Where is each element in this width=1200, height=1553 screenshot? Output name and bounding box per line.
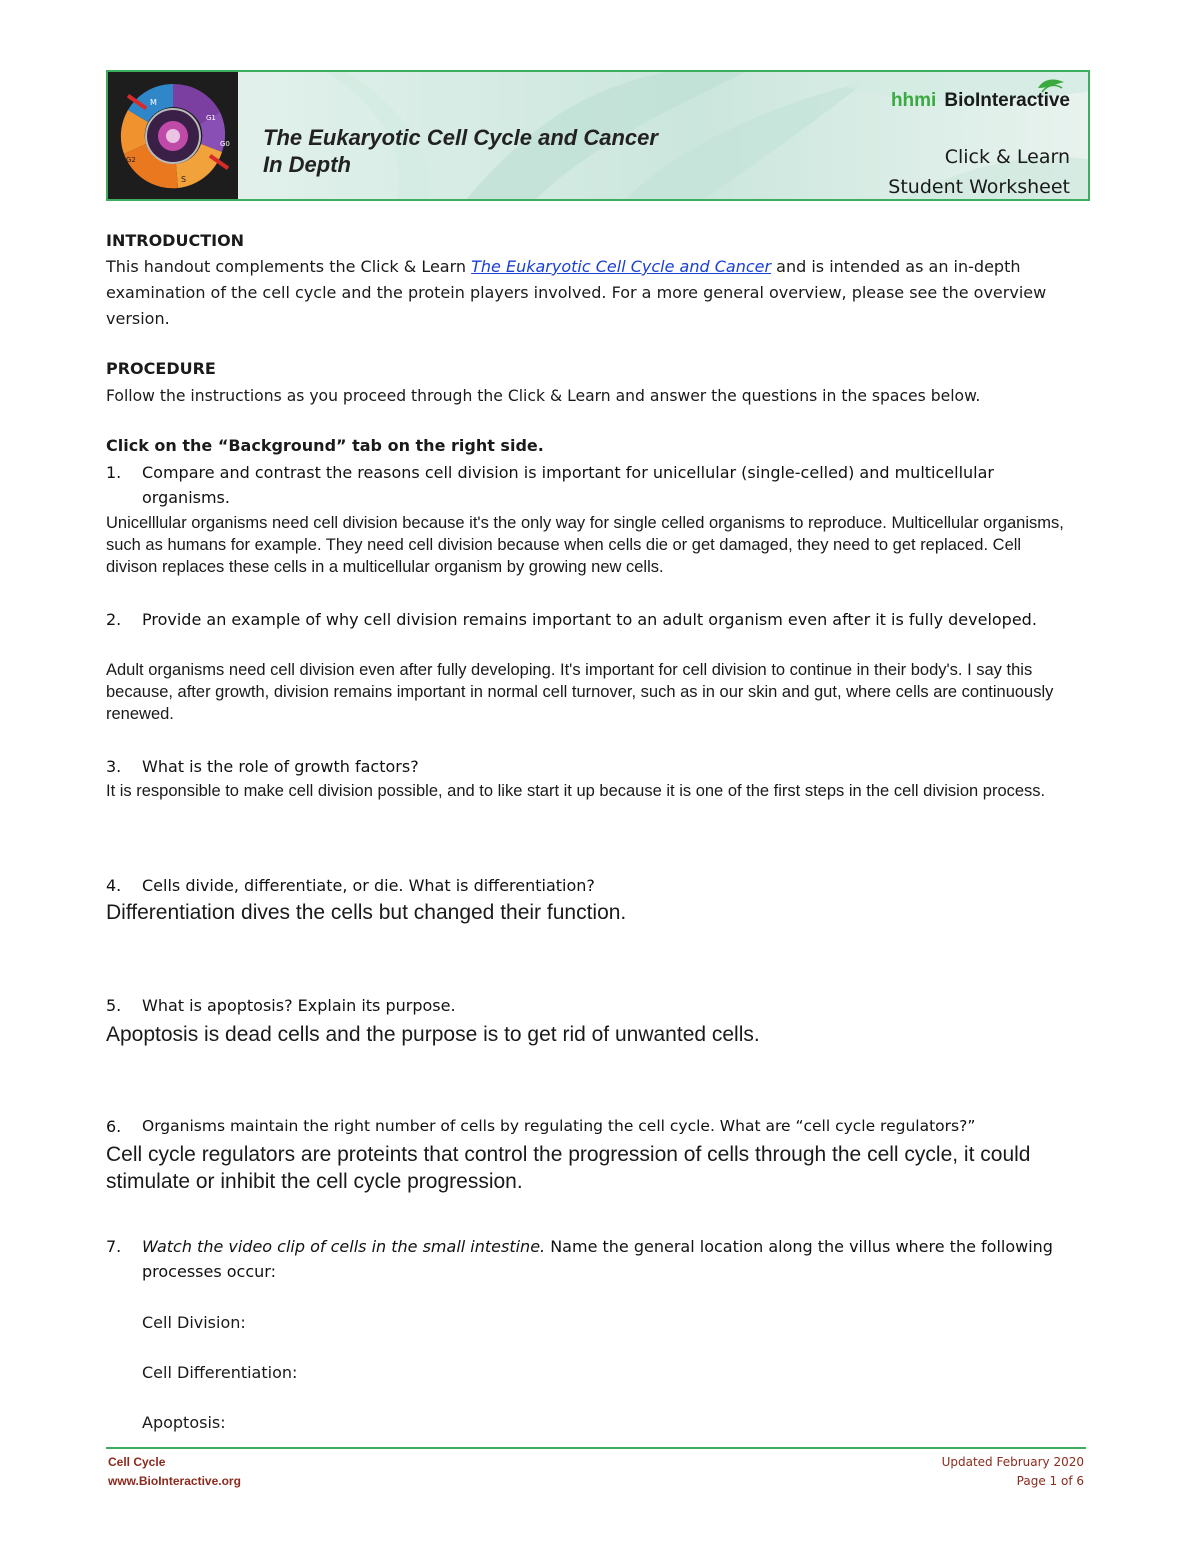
question-number: 7.	[106, 1237, 122, 1256]
brand-logo	[891, 90, 1070, 112]
answer-6: Cell cycle regulators are proteints that control the progression of cells through the cell cycle, it could stimulate or inhibit the cell cycle progression.	[106, 1143, 1031, 1193]
subtitle-line-1: Click & Learn	[944, 146, 1070, 168]
q7-cell-division-label: Cell Division:	[142, 1313, 246, 1332]
title-line-1: The Eukaryotic Cell Cycle and Cancer	[263, 125, 658, 150]
footer-page-number: Page 1 of 6	[1016, 1474, 1084, 1488]
document-title	[263, 124, 658, 178]
footer-right	[942, 1453, 1084, 1491]
logo-label-m: M	[150, 98, 157, 107]
question-number: 6.	[106, 1117, 122, 1136]
question-number: 2.	[106, 610, 122, 629]
question-number: 4.	[106, 876, 122, 895]
question-3	[106, 754, 1096, 779]
question-number: 5.	[106, 996, 122, 1015]
answer-1: Unicelllular organisms need cell division because it's the only way for single celled organisms to reproduce. Multicellular organisms, such as humans for example. They need cell division because when cells die or get damaged, they need to get replaced. Cell divison replaces these cells in a multicellular organism by growing new cells.	[106, 514, 1064, 576]
question-2	[106, 607, 1096, 632]
header-banner	[106, 70, 1090, 201]
answer-5: Apoptosis is dead cells and the purpose is to get rid of unwanted cells.	[106, 1023, 760, 1046]
question-text: Provide an example of why cell division remains important to an adult organism even after it is fully developed.	[142, 610, 1037, 629]
question-text	[142, 1234, 1062, 1284]
introduction-heading: INTRODUCTION	[106, 231, 245, 250]
introduction-text-before: This handout complements the Click & Learn	[106, 257, 472, 276]
brand-biointeractive: BioInteractive	[944, 90, 1070, 111]
logo-label-g2: G2	[126, 156, 136, 164]
footer-divider	[106, 1447, 1086, 1449]
background-tab-instruction: Click on the “Background” tab on the right side.	[106, 436, 544, 455]
brand-hhmi: hhmi	[890, 90, 937, 111]
subtitle-line-2: Student Worksheet	[888, 176, 1070, 198]
footer-website: www.BioInteractive.org	[108, 1474, 241, 1488]
question-text: Organisms maintain the right number of cells by regulating the cell cycle. What are “cell cycle regulators?”	[142, 1117, 976, 1135]
question-text: What is apoptosis? Explain its purpose.	[142, 996, 456, 1015]
logo-label-s: S	[181, 175, 187, 184]
question-text-rest: Name the general location along the villus where the following processes occur:	[142, 1237, 1053, 1281]
question-1	[106, 460, 1096, 510]
procedure-heading: PROCEDURE	[106, 359, 216, 378]
question-text-italic: Watch the video clip of cells in the small intestine.	[142, 1237, 546, 1256]
question-text: Compare and contrast the reasons cell division is important for unicellular (single-celled) and multicellular organisms.	[142, 463, 994, 507]
introduction-text	[106, 254, 1081, 332]
introduction-text-after: and is intended as an in-depth examination of the cell cycle and the protein players involved. For a more general overview, please see the overview version.	[106, 257, 1047, 328]
q7-apoptosis-label: Apoptosis:	[142, 1413, 226, 1432]
logo-label-g1: G1	[206, 114, 216, 122]
question-number: 1.	[106, 463, 122, 482]
question-number: 3.	[106, 757, 122, 776]
logo-label-g0: G0	[220, 140, 230, 148]
worksheet-type	[888, 142, 1070, 201]
procedure-text: Follow the instructions as you proceed through the Click & Learn and answer the questions in the spaces below.	[106, 387, 981, 405]
footer-updated: Updated February 2020	[941, 1455, 1084, 1469]
question-5	[106, 993, 1096, 1018]
answer-3: It is responsible to make cell division possible, and to like start it up because it is one of the first steps in the cell division process.	[106, 782, 1046, 800]
title-line-2: In Depth	[263, 152, 351, 177]
question-7	[106, 1234, 1096, 1284]
cell-cycle-wheel-icon	[108, 72, 238, 199]
click-and-learn-link[interactable]: The Eukaryotic Cell Cycle and Cancer	[471, 257, 772, 276]
answer-2: Adult organisms need cell division even after fully developing. It's important for cell division to continue in their body's. I say this because, after growth, division remains important in normal cell turnover, such as in our skin and gut, where cells are continuously renewed.	[106, 661, 1054, 723]
question-text: What is the role of growth factors?	[142, 757, 419, 776]
question-text: Cells divide, differentiate, or die. What is differentiation?	[142, 876, 595, 895]
cell-cycle-logo	[108, 72, 238, 199]
footer-left	[108, 1453, 241, 1491]
question-4	[106, 873, 1096, 898]
footer-topic: Cell Cycle	[108, 1455, 166, 1469]
q7-cell-differentiation-label: Cell Differentiation:	[142, 1363, 298, 1382]
question-6	[106, 1114, 1096, 1139]
answer-4: Differentiation dives the cells but changed their function.	[106, 901, 627, 924]
